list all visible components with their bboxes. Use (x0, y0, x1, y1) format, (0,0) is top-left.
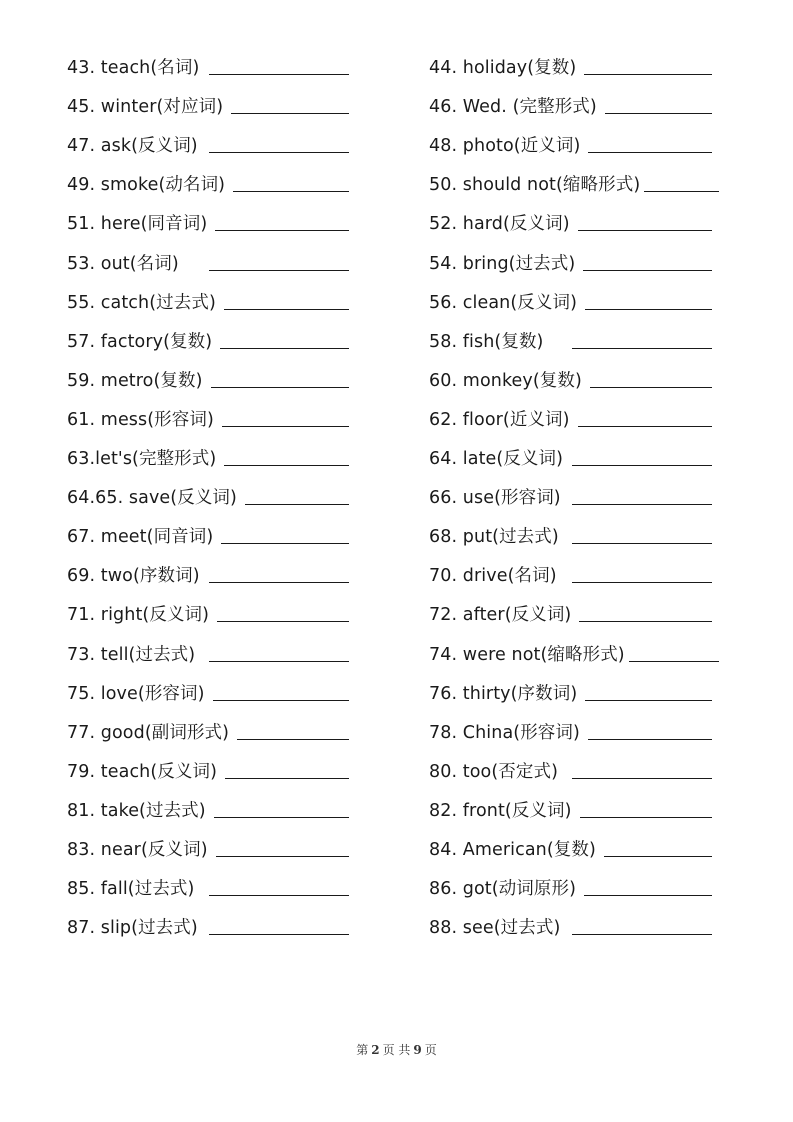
answer-blank[interactable] (585, 309, 712, 310)
answer-blank[interactable] (220, 348, 349, 349)
exercise-item (67, 712, 357, 751)
exercise-row (0, 282, 793, 321)
exercise-row (0, 360, 793, 399)
exercise-item (429, 477, 719, 516)
exercise-item (67, 829, 357, 868)
answer-blank[interactable] (572, 778, 712, 779)
answer-blank[interactable] (224, 309, 349, 310)
exercise-item (67, 790, 357, 829)
answer-blank[interactable] (588, 739, 712, 740)
exercise-row (0, 399, 793, 438)
answer-blank[interactable] (644, 191, 719, 192)
exercise-item (429, 673, 719, 712)
exercise-item (429, 47, 719, 86)
exercise-row (0, 751, 793, 790)
footer-prefix: 第 (356, 1043, 369, 1057)
exercise-item (67, 125, 357, 164)
exercise-item (67, 634, 357, 673)
exercise-prompt: 56. clean(反义词) (429, 292, 578, 313)
exercise-prompt: 78. China(形容词) (429, 722, 580, 743)
answer-blank[interactable] (629, 661, 719, 662)
exercise-item (429, 829, 719, 868)
exercise-row (0, 829, 793, 868)
answer-blank[interactable] (584, 895, 712, 896)
exercise-prompt: 64. late(反义词) (429, 449, 564, 469)
exercise-row (0, 164, 793, 203)
exercise-row (0, 86, 793, 125)
exercise-prompt: 84. American(复数) (429, 840, 596, 860)
answer-blank[interactable] (225, 778, 349, 779)
answer-blank[interactable] (214, 817, 349, 818)
exercise-item (429, 712, 719, 751)
exercise-row (0, 477, 793, 516)
exercise-row (0, 203, 793, 242)
exercise-item (429, 243, 719, 282)
exercise-prompt: 67. meet(同音词) (67, 527, 214, 548)
exercise-prompt: 63.let's(完整形式) (67, 449, 217, 469)
exercise-prompt: 57. factory(复数) (67, 331, 213, 352)
footer-page-number: 2 (371, 1043, 380, 1057)
exercise-item (429, 751, 719, 790)
exercise-item (67, 360, 357, 399)
exercise-item (67, 438, 357, 477)
exercise-item (429, 907, 719, 946)
exercise-item (67, 555, 357, 594)
exercise-item (67, 203, 357, 242)
exercise-prompt: 72. after(反义词) (429, 605, 572, 626)
exercise-prompt: 48. photo(近义词) (429, 136, 581, 157)
exercise-item (67, 516, 357, 555)
exercise-item (429, 555, 719, 594)
answer-blank[interactable] (216, 856, 349, 857)
exercise-item (429, 125, 719, 164)
exercise-prompt: 61. mess(形容词) (67, 409, 214, 430)
exercise-prompt: 81. take(过去式) (67, 800, 206, 821)
answer-blank[interactable] (233, 191, 349, 192)
exercise-prompt: 87. slip(过去式) (67, 918, 198, 939)
exercise-prompt: 69. two(序数词) (67, 566, 200, 587)
exercise-prompt: 70. drive(名词) (429, 566, 557, 587)
exercise-item (429, 164, 719, 203)
exercise-item (429, 203, 719, 242)
exercise-item (429, 868, 719, 907)
answer-blank[interactable] (209, 661, 349, 662)
exercise-prompt: 47. ask(反义词) (67, 136, 198, 157)
exercise-prompt: 74. were not(缩略形式) (429, 644, 625, 665)
exercise-prompt: 76. thirty(序数词) (429, 683, 578, 704)
exercise-prompt: 54. bring(过去式) (429, 253, 576, 274)
exercise-row (0, 907, 793, 946)
answer-blank[interactable] (215, 230, 349, 231)
answer-blank[interactable] (572, 504, 712, 505)
exercise-item (67, 47, 357, 86)
answer-blank[interactable] (604, 856, 712, 857)
answer-blank[interactable] (231, 113, 349, 114)
answer-blank[interactable] (209, 895, 349, 896)
exercise-row (0, 125, 793, 164)
answer-blank[interactable] (572, 465, 712, 466)
exercise-prompt: 60. monkey(复数) (429, 370, 582, 391)
exercise-item (67, 907, 357, 946)
answer-blank[interactable] (209, 934, 349, 935)
answer-blank[interactable] (583, 270, 712, 271)
exercise-item (67, 321, 357, 360)
answer-blank[interactable] (209, 152, 349, 153)
answer-blank[interactable] (578, 230, 712, 231)
answer-blank[interactable] (580, 817, 712, 818)
exercise-item (429, 634, 719, 673)
exercise-prompt: 80. too(否定式) (429, 761, 559, 782)
exercise-prompt: 66. use(形容词) (429, 488, 561, 509)
exercise-prompt: 50. should not(缩略形式) (429, 175, 641, 196)
answer-blank[interactable] (572, 543, 712, 544)
answer-blank[interactable] (584, 74, 712, 75)
footer-middle: 页 共 (382, 1043, 411, 1057)
exercise-row (0, 673, 793, 712)
exercise-row (0, 868, 793, 907)
exercise-item (67, 751, 357, 790)
exercise-prompt: 49. smoke(动名词) (67, 175, 226, 196)
footer-total-pages: 9 (413, 1043, 422, 1057)
exercise-item (67, 673, 357, 712)
exercise-prompt: 46. Wed. (完整形式) (429, 97, 597, 118)
exercise-prompt: 55. catch(过去式) (67, 292, 216, 313)
answer-blank[interactable] (590, 387, 712, 388)
answer-blank[interactable] (222, 426, 349, 427)
answer-blank[interactable] (572, 582, 712, 583)
exercise-row (0, 555, 793, 594)
exercise-prompt: 75. love(形容词) (67, 683, 205, 704)
exercise-prompt: 62. floor(近义词) (429, 409, 570, 430)
exercise-item (429, 516, 719, 555)
exercise-prompt: 59. metro(复数) (67, 370, 203, 391)
exercise-row (0, 47, 793, 86)
answer-blank[interactable] (209, 74, 349, 75)
exercise-prompt: 68. put(过去式) (429, 527, 559, 548)
exercise-prompt: 58. fish(复数) (429, 331, 544, 352)
exercise-item (67, 399, 357, 438)
answer-blank[interactable] (209, 582, 349, 583)
answer-blank[interactable] (224, 465, 349, 466)
page-footer (0, 1041, 793, 1058)
exercise-prompt: 43. teach(名词) (67, 58, 200, 78)
exercise-prompt: 77. good(副词形式) (67, 722, 230, 743)
exercise-row (0, 634, 793, 673)
answer-blank[interactable] (578, 426, 712, 427)
exercise-item (429, 360, 719, 399)
exercise-prompt: 52. hard(反义词) (429, 214, 570, 235)
exercise-item (67, 868, 357, 907)
exercise-item (429, 86, 719, 125)
exercise-prompt: 83. near(反义词) (67, 840, 208, 860)
footer-suffix: 页 (424, 1043, 437, 1057)
answer-blank[interactable] (572, 934, 712, 935)
exercise-item (67, 164, 357, 203)
exercise-prompt: 71. right(反义词) (67, 605, 210, 626)
exercise-prompt: 53. out(名词) (67, 253, 179, 274)
answer-blank[interactable] (211, 387, 349, 388)
exercise-prompt: 73. tell(过去式) (67, 644, 196, 665)
exercise-item (67, 282, 357, 321)
exercise-row (0, 321, 793, 360)
exercise-row (0, 594, 793, 633)
answer-blank[interactable] (237, 739, 349, 740)
answer-blank[interactable] (605, 113, 712, 114)
exercise-item (429, 399, 719, 438)
exercise-row (0, 243, 793, 282)
exercise-prompt: 44. holiday(复数) (429, 58, 577, 78)
exercise-prompt: 51. here(同音词) (67, 214, 208, 235)
answer-blank[interactable] (588, 152, 712, 153)
exercise-item (67, 86, 357, 125)
exercise-row (0, 516, 793, 555)
answer-blank[interactable] (213, 700, 349, 701)
answer-blank[interactable] (245, 504, 349, 505)
exercise-prompt: 88. see(过去式) (429, 918, 561, 939)
exercise-prompt: 86. got(动词原形) (429, 879, 577, 900)
answer-blank[interactable] (209, 270, 349, 271)
exercise-row (0, 712, 793, 751)
exercise-prompt: 45. winter(对应词) (67, 97, 224, 118)
exercise-item (67, 477, 357, 516)
exercise-prompt: 64.65. save(反义词) (67, 488, 237, 509)
answer-blank[interactable] (572, 348, 712, 349)
exercise-item (429, 282, 719, 321)
exercise-item (67, 243, 357, 282)
exercise-row (0, 438, 793, 477)
exercise-prompt: 79. teach(反义词) (67, 761, 218, 782)
answer-blank[interactable] (585, 700, 712, 701)
answer-blank[interactable] (217, 621, 349, 622)
answer-blank[interactable] (579, 621, 712, 622)
answer-blank[interactable] (221, 543, 349, 544)
exercise-prompt: 85. fall(过去式) (67, 879, 195, 900)
exercise-item (429, 790, 719, 829)
exercise-item (67, 594, 357, 633)
exercise-item (429, 321, 719, 360)
exercise-row (0, 790, 793, 829)
exercise-item (429, 438, 719, 477)
exercise-prompt: 82. front(反义词) (429, 800, 572, 821)
exercise-item (429, 594, 719, 633)
